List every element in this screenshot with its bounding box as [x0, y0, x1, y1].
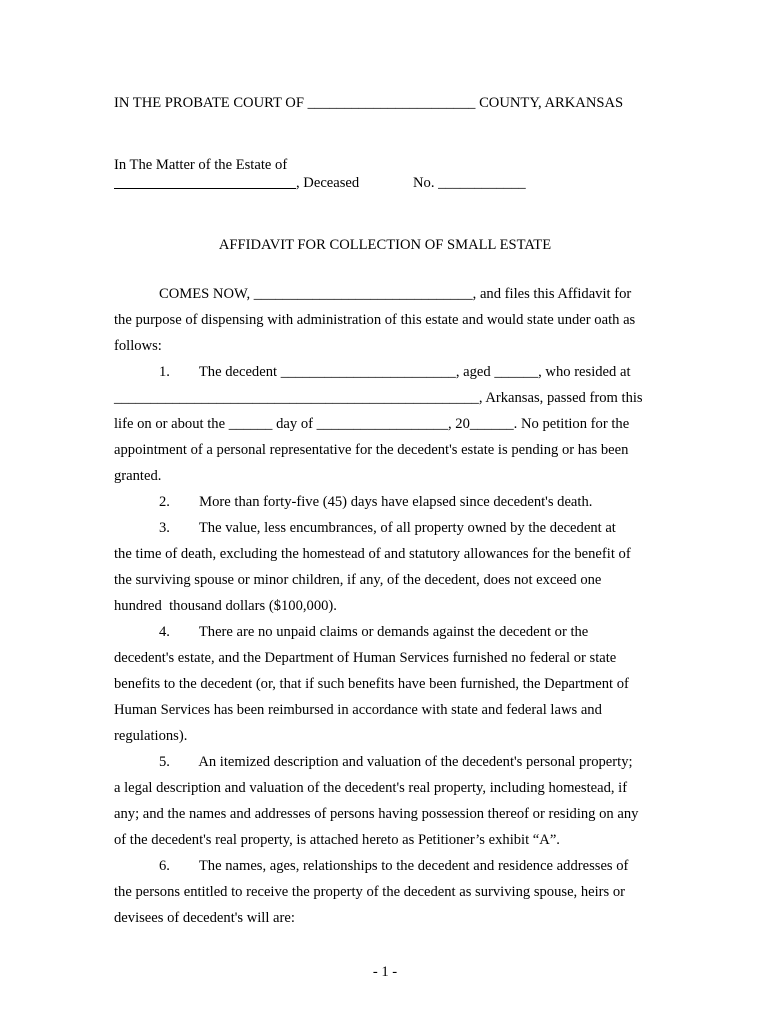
paragraph-4: 4. There are no unpaid claims or demands against the decedent or the [159, 624, 589, 640]
body-line: devisees of decedent's will are: [114, 910, 295, 926]
case-number-field: No. ____________ [413, 175, 526, 191]
body-line: the time of death, excluding the homestead of and statutory allowances for the benefit of [114, 546, 631, 562]
page-number: - 1 - [372, 964, 398, 980]
body-line: the purpose of dispensing with administration of this estate and would state under oath as [114, 312, 636, 328]
paragraph-2: 2. More than forty-five (45) days have elapsed since decedent's death. [159, 494, 593, 510]
body-line: life on or about the ______ day of __________________, 20______. No petition for the [114, 416, 630, 432]
body-line: any; and the names and addresses of persons having possession thereof or residing on any [114, 806, 639, 822]
decedent-name-blank [114, 188, 296, 189]
body-line: regulations). [114, 728, 188, 744]
body-line: __________________________________________________, Arkansas, passed from this [114, 390, 643, 406]
body-line: the persons entitled to receive the property of the decedent as surviving spouse, heirs or [114, 884, 626, 900]
body-line: the surviving spouse or minor children, if any, of the decedent, does not exceed one [114, 572, 602, 588]
body-line: appointment of a personal representative for the decedent's estate is pending or has been [114, 442, 629, 458]
body-line: hundred thousand dollars ($100,000). [114, 598, 337, 614]
body-line: granted. [114, 468, 162, 484]
deceased-label: , Deceased [296, 175, 360, 191]
court-heading: IN THE PROBATE COURT OF _______________________ COUNTY, ARKANSAS [114, 95, 624, 111]
body-line: of the decedent's real property, is attached hereto as Petitioner’s exhibit “A”. [114, 832, 560, 848]
document-title: AFFIDAVIT FOR COLLECTION OF SMALL ESTATE [218, 237, 552, 253]
body-line: benefits to the decedent (or, that if such benefits have been furnished, the Department of [114, 676, 629, 692]
paragraph-1: 1. The decedent ________________________, aged ______, who resided at [159, 364, 631, 380]
body-line: follows: [114, 338, 162, 354]
body-line: Human Services has been reimbursed in accordance with state and federal laws and [114, 702, 602, 718]
body-line: decedent's estate, and the Department of Human Services furnished no federal or state [114, 650, 617, 666]
paragraph-5: 5. An itemized description and valuation of the decedent's personal property; [159, 754, 633, 770]
body-line: COMES NOW, ______________________________, and files this Affidavit for [159, 286, 632, 302]
estate-matter-line: In The Matter of the Estate of [114, 157, 288, 173]
body-line: a legal description and valuation of the decedent's real property, including homestead, if [114, 780, 628, 796]
paragraph-6: 6. The names, ages, relationships to the decedent and residence addresses of [159, 858, 629, 874]
paragraph-3: 3. The value, less encumbrances, of all property owned by the decedent at [159, 520, 616, 536]
